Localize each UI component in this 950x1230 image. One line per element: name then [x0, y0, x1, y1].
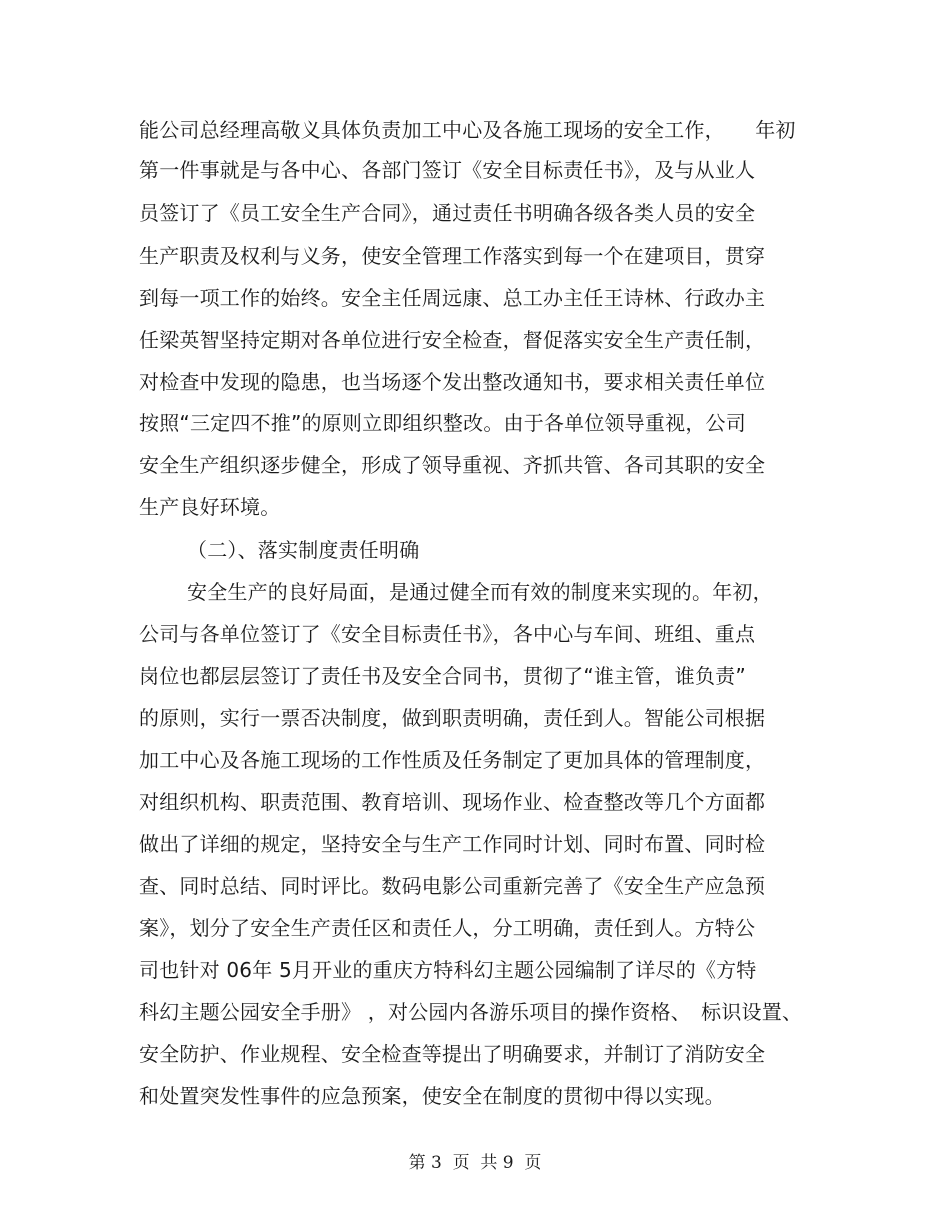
- paragraph-line: 生产职责及权利与义务，使安全管理工作落实到每一个在建项目，贯穿: [139, 244, 766, 268]
- paragraph-line: 和处置突发性事件的应急预案，使安全在制度的贯彻中得以实现。: [139, 1084, 725, 1108]
- paragraph-line: 的原则，实行一票否决制度，做到职责明确，责任到人。智能公司根据: [139, 706, 766, 730]
- section-heading: （二）、落实制度责任明确: [187, 538, 420, 562]
- paragraph-line: 生产良好环境。: [139, 495, 281, 519]
- paragraph-line: 到每一项工作的始终。安全主任周远康、总工办主任王诗林、行政办主: [139, 286, 766, 310]
- paragraph-line: 按照“三定四不推”的原则立即组织整改。由于各单位领导重视，公司: [139, 411, 746, 435]
- paragraph-line: 安全防护、作业规程、安全检查等提出了明确要求，并制订了消防安全: [139, 1042, 766, 1066]
- paragraph-line: 科幻主题公园安全手册》 ，对公园内各游乐项目的操作资格、 标识设置、: [139, 1000, 803, 1024]
- paragraph-line: 安全生产的良好局面，是通过健全而有效的制度来实现的。年初，: [187, 580, 773, 604]
- paragraph-line: 安全生产组织逐步健全，形成了领导重视、齐抓共管、各司其职的安全: [139, 453, 766, 477]
- paragraph-line: 员签订了《员工安全生产合同》，通过责任书明确各级各类人员的安全: [139, 201, 756, 225]
- paragraph-line: 查、同时总结、同时评比。数码电影公司重新完善了《安全生产应急预: [139, 874, 766, 898]
- paragraph-line: 对检查中发现的隐患，也当场逐个发出整改通知书，要求相关责任单位: [139, 370, 766, 394]
- paragraph-line: 司也针对 06年 5月开业的重庆方特科幻主题公园编制了详尽的《方特: [139, 958, 757, 982]
- paragraph-line: 任梁英智坚持定期对各单位进行安全检查，督促落实安全生产责任制，: [139, 328, 766, 352]
- page-number: 第 3 页 共 9 页: [408, 1153, 542, 1173]
- paragraph-line: 加工中心及各施工现场的工作性质及任务制定了更加具体的管理制度，: [139, 748, 766, 772]
- paragraph-line: 对组织机构、职责范围、教育培训、现场作业、检查整改等几个方面都: [139, 790, 766, 814]
- paragraph-line: 案》，划分了安全生产责任区和责任人，分工明确，责任到人。方特公: [139, 916, 756, 940]
- paragraph-line: 做出了详细的规定，坚持安全与生产工作同时计划、同时布置、同时检: [139, 832, 766, 856]
- paragraph-line: 能公司总经理高敬义具体负责加工中心及各施工现场的安全工作， 年初: [139, 118, 796, 142]
- paragraph-line: 第一件事就是与各中心、各部门签订《安全目标责任书》，及与从业人: [139, 158, 756, 182]
- paragraph-line: 公司与各单位签订了《安全目标责任书》，各中心与车间、班组、重点: [139, 622, 756, 646]
- paragraph-line: 岗位也都层层签订了责任书及安全合同书，贯彻了“谁主管，谁负责”: [139, 664, 746, 688]
